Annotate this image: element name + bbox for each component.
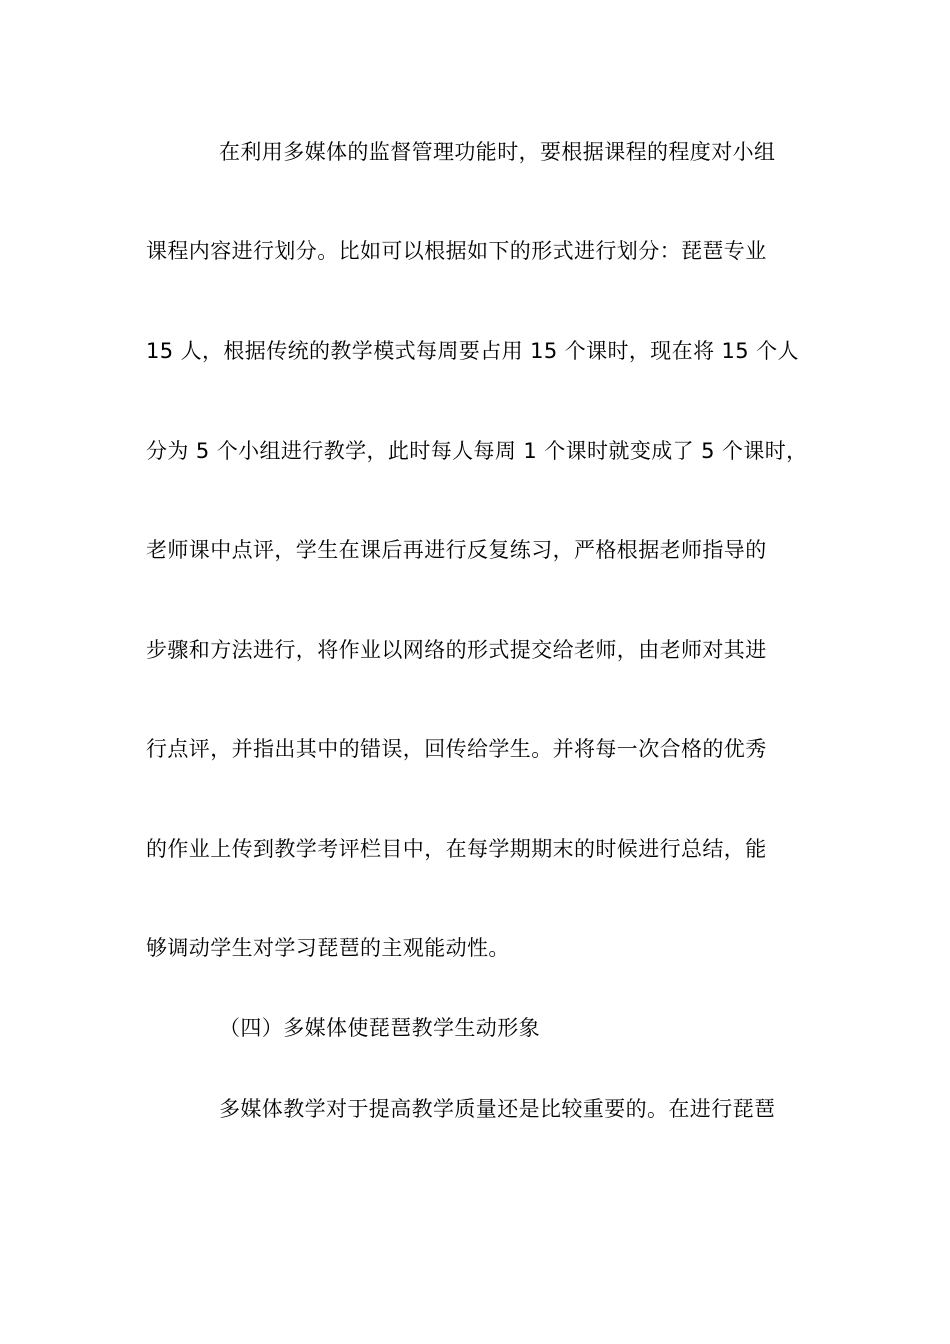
paragraph-line: 行点评，并指出其中的错误，回传给学生。并将每一次合格的优秀 <box>146 737 767 761</box>
section-heading: （四）多媒体使琵琶教学生动形象 <box>219 1016 540 1040</box>
paragraph-line: 多媒体教学对于提高教学质量还是比较重要的。在进行琵琶 <box>219 1097 776 1121</box>
paragraph-line: 老师课中点评，学生在课后再进行反复练习，严格根据老师指导的 <box>146 538 767 562</box>
paragraph-line: 步骤和方法进行，将作业以网络的形式提交给老师，由老师对其进 <box>146 638 767 662</box>
paragraph-line: 够调动学生对学习琵琶的主观能动性。 <box>146 936 510 960</box>
paragraph-line: 课程内容进行划分。比如可以根据如下的形式进行划分：琵琶专业 <box>146 239 767 263</box>
paragraph-line: 分为 5 个小组进行教学，此时每人每周 1 个课时就变成了 5 个课时， <box>146 439 808 463</box>
paragraph-line: 在利用多媒体的监督管理功能时，要根据课程的程度对小组 <box>219 140 776 164</box>
paragraph-line: 15 人，根据传统的教学模式每周要占用 15 个课时，现在将 15 个人 <box>146 339 799 363</box>
paragraph-line: 的作业上传到教学考评栏目中，在每学期期末的时候进行总结，能 <box>146 837 767 861</box>
